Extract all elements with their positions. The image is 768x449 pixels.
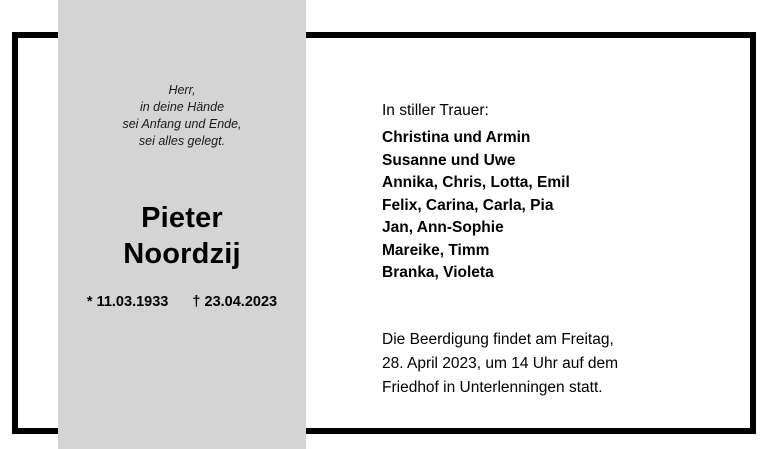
mourner-name: Branka, Violeta: [382, 264, 494, 281]
life-dates: [58, 294, 306, 310]
mourners-section: [382, 100, 712, 285]
mourning-intro: In stiller Trauer:: [382, 102, 489, 119]
funeral-line: 28. April 2023, um 14 Uhr auf dem: [382, 355, 619, 372]
deceased-name: [58, 200, 306, 272]
death-date: † 23.04.2023: [192, 294, 278, 310]
funeral-line: Friedhof in Unterlenningen statt.: [382, 379, 603, 396]
funeral-line: Die Beerdigung findet am Freitag,: [382, 331, 614, 348]
verse-line: Herr,: [168, 83, 196, 97]
verse-line: sei alles gelegt.: [138, 134, 226, 148]
last-name: Noordzij: [123, 238, 241, 270]
verse-line: sei Anfang und Ende,: [122, 117, 242, 131]
verse-line: in deine Hände: [139, 100, 225, 114]
mourner-name: Mareike, Timm: [382, 241, 490, 259]
mourner-name: Susanne und Uwe: [382, 151, 516, 169]
verse-block: [58, 82, 306, 150]
mourner-name: Jan, Ann-Sophie: [382, 219, 504, 236]
mourner-name: Annika, Chris, Lotta, Emil: [382, 174, 570, 191]
mourner-name: Felix, Carina, Carla, Pia: [382, 196, 554, 214]
mourner-name: Christina und Armin: [382, 129, 531, 146]
funeral-details: [382, 328, 722, 400]
birth-date: * 11.03.1933: [86, 294, 169, 310]
first-name: Pieter: [141, 202, 223, 234]
